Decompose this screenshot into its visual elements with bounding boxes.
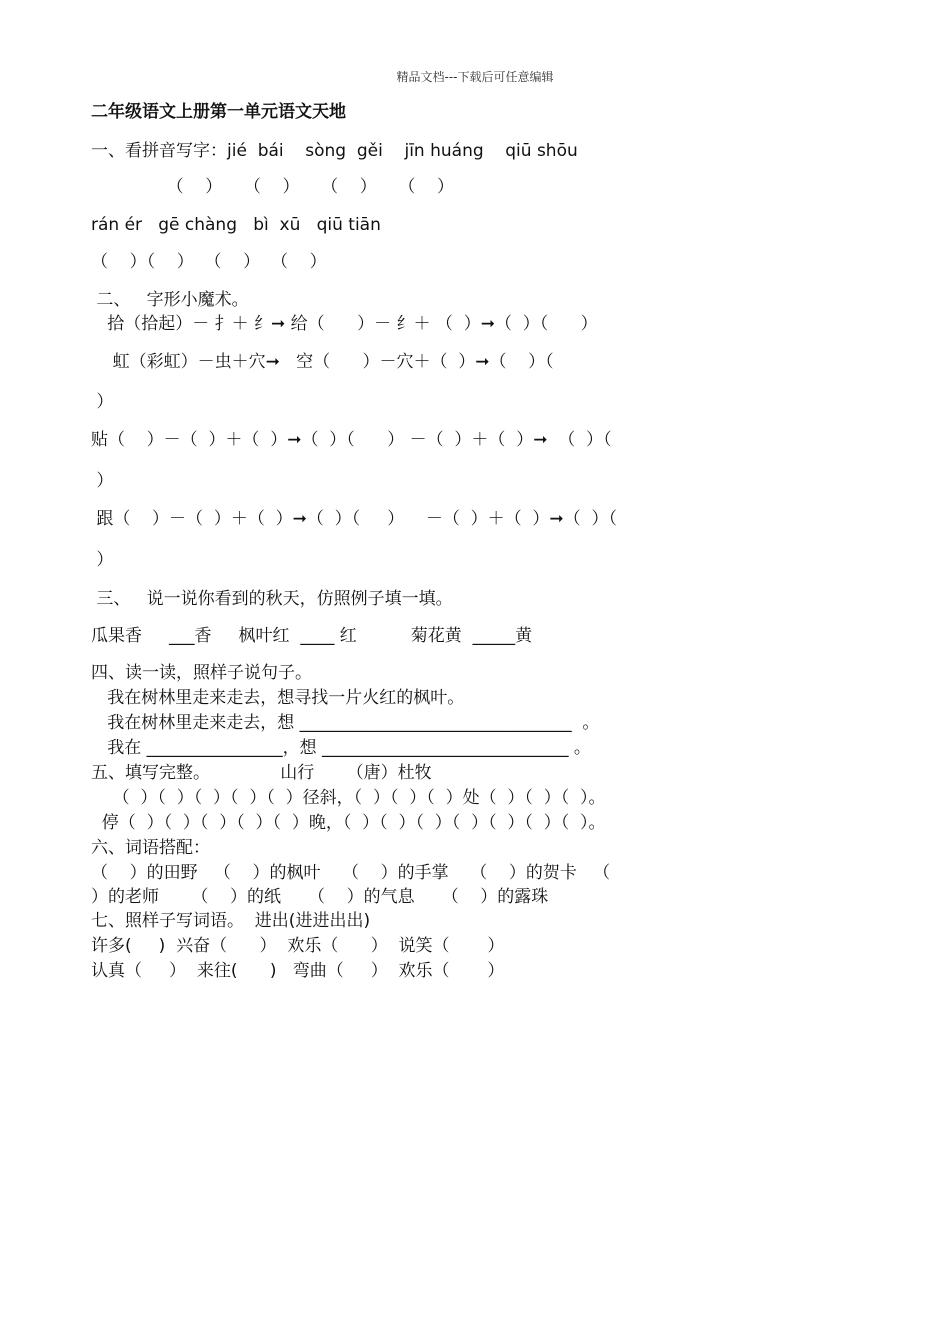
- section-7-heading: 七、照样子写词语。 进出(进进出出): [91, 911, 371, 931]
- section-4-heading: 四、读一读，照样子说句子。: [91, 663, 312, 683]
- section-5-heading: 五、填写完整。 山行 （唐）杜牧: [91, 763, 432, 783]
- section-4-line-2: 我在树林里走来走去，想 ________________________________ 。: [91, 713, 600, 733]
- section-2-line-1: 拾（拾起）－ 扌＋ 纟➞ 给（ ）－ 纟＋ （ ）➞（ ）（ ）: [91, 314, 598, 334]
- section-4-line-1: 我在树林里走来走去，想寻找一片火红的枫叶。: [91, 688, 465, 708]
- section-3-line-1: 瓜果香 ___香 枫叶红 ____ 红 菊花黄 _____黄: [91, 626, 533, 646]
- section-4-line-3: 我在 ________________，想 _____________________________ 。: [91, 738, 591, 758]
- section-2-heading: 二、 字形小魔术。: [91, 290, 249, 310]
- section-1-line-3: rán ér gē chàng bì xū qiū tiān: [91, 215, 381, 235]
- section-6-heading: 六、词语搭配：: [91, 838, 210, 858]
- section-5-line-1: （ ）（ ）（ ）（ ）（ ）径斜，（ ）（ ）（ ）处（ ）（ ）（ ）。: [91, 788, 606, 808]
- section-3-heading: 三、 说一说你看到的秋天，仿照例子填一填。: [91, 589, 453, 609]
- section-7-line-2: 认真（ ） 来往( ) 弯曲（ ） 欢乐（ ）: [91, 961, 505, 981]
- section-2-line-6: 跟（ ）－（ ）＋（ ）➞（ ）（ ） －（ ）＋（ ）➞（ ）（: [91, 509, 617, 529]
- section-7-line-1: 许多( ) 兴奋（ ） 欢乐（ ） 说笑（ ）: [91, 936, 505, 956]
- section-1-line-1: 一、看拼音写字：jié bái sòng gěi jīn huáng qiū shōu: [91, 141, 578, 161]
- section-2-line-2: 虹（彩虹）－虫＋穴➞ 空（ ）－穴＋（ ）➞（ ）（: [91, 352, 554, 372]
- page-header-note: 精品文档---下载后可任意编辑: [396, 70, 554, 84]
- section-2-line-3: ）: [91, 392, 114, 412]
- section-1-line-4: （ ）（ ） （ ） （ ）: [91, 252, 327, 272]
- section-5-line-2: 停（ ）（ ）（ ）（ ）（ ）晚，（ ）（ ）（ ）（ ）（ ）（ ）（ ）。: [91, 813, 606, 833]
- section-2-line-4: 贴（ ）－（ ）＋（ ）➞（ ）（ ） －（ ）＋（ ）➞ （ ）（: [91, 430, 612, 450]
- section-6-line-1: （ ）的田野 （ ）的枫叶 （ ）的手掌 （ ）的贺卡 （: [91, 863, 611, 883]
- document-title: 二年级语文上册第一单元语文天地: [91, 102, 346, 122]
- section-2-line-5: ）: [91, 471, 114, 491]
- section-1-line-2: （ ） （ ） （ ） （ ）: [91, 177, 454, 197]
- section-6-line-2: ）的老师 （ ）的纸 （ ）的气息 （ ）的露珠: [91, 887, 549, 907]
- section-2-line-7: ）: [91, 550, 114, 570]
